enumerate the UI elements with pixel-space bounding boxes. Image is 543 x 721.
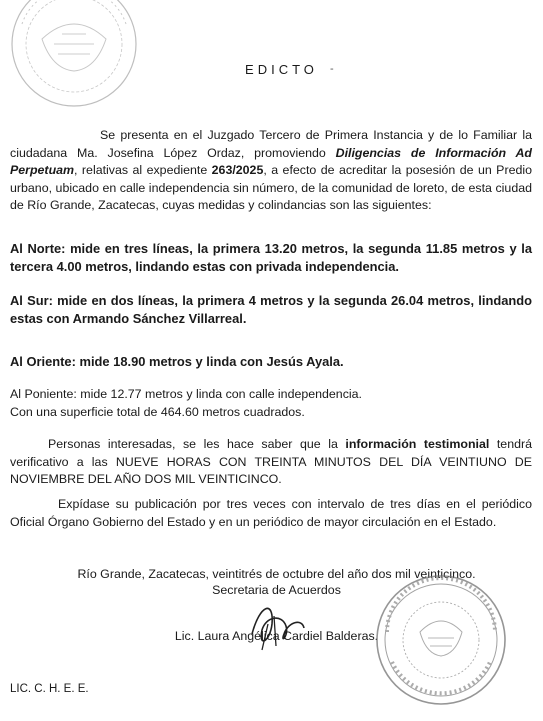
notice-paragraph xyxy=(10,436,532,489)
document-code: LIC. C. H. E. E. xyxy=(10,683,89,695)
boundary-south: Al Sur: mide en dos líneas, la primera 4 metros y la segunda 26.04 metros, lindando estas con Armando Sánchez Villarreal. xyxy=(10,293,532,326)
intro-highlight: Diligencias de Información Ad Perpetuam xyxy=(10,145,532,178)
place-date: Río Grande, Zacatecas, veintitrés de octubre del año dos mil veinticinco. xyxy=(77,567,476,581)
title-mark: - xyxy=(330,63,334,75)
intro-text-1: Se presenta en el Juzgado Tercero de Primera Instancia y de lo Familiar la ciudadana Ma. Josefina López Ordaz, promoviendo xyxy=(10,128,532,160)
office-name: Secretaria de Acuerdos xyxy=(212,583,341,597)
document-title: EDICTO xyxy=(245,62,318,77)
court-seal-top-icon xyxy=(2,0,152,112)
signatory-name: Lic. Laura Angélica Cardiel Balderas. xyxy=(174,629,379,643)
notice-highlight: información testimonial xyxy=(345,437,490,451)
boundary-east: Al Oriente: mide 18.90 metros y linda con Jesús Ayala. xyxy=(10,354,344,369)
boundary-west-block xyxy=(10,386,532,421)
boundary-west: Al Poniente: mide 12.77 metros y linda con calle independencia. xyxy=(10,387,362,401)
intro-paragraph xyxy=(10,127,532,215)
case-number: 263/2025 xyxy=(211,163,264,178)
intro-text-2: , relativas al expediente xyxy=(74,163,212,178)
notice-text-2: tendrá verificativo a las NUEVE HORAS CON TREINTA MINUTOS DEL DÍA VEINTIUNO DE NOVIEMBRE DEL AÑO DOS MIL VEINTICINCO. xyxy=(10,437,532,487)
court-seal-bottom-icon xyxy=(372,572,510,708)
boundary-north: Al Norte: mide en tres líneas, la primera 13.20 metros, la segunda 11.85 metros y la tercera 4.00 metros, lindando estas con privada independencia. xyxy=(10,241,532,274)
notice-text-1: Personas interesadas, se les hace saber que la xyxy=(48,437,346,451)
intro-text-3: , a efecto de acreditar la posesión de un Predio urbano, ubicado en calle independencia sin número, de la comunidad de loreto, de esta ciudad de Río Grande, Zacatecas, cuyas medidas y colindancias son las siguientes: xyxy=(10,163,532,213)
publication-paragraph xyxy=(10,496,532,531)
publication-text: Expídase su publicación por tres veces con intervalo de tres días en el periódico Oficial Órgano Gobierno del Estado y en un periódico de mayor circulación en el Estado. xyxy=(10,497,532,529)
surface-total: Con una superficie total de 464.60 metros cuadrados. xyxy=(10,404,305,419)
